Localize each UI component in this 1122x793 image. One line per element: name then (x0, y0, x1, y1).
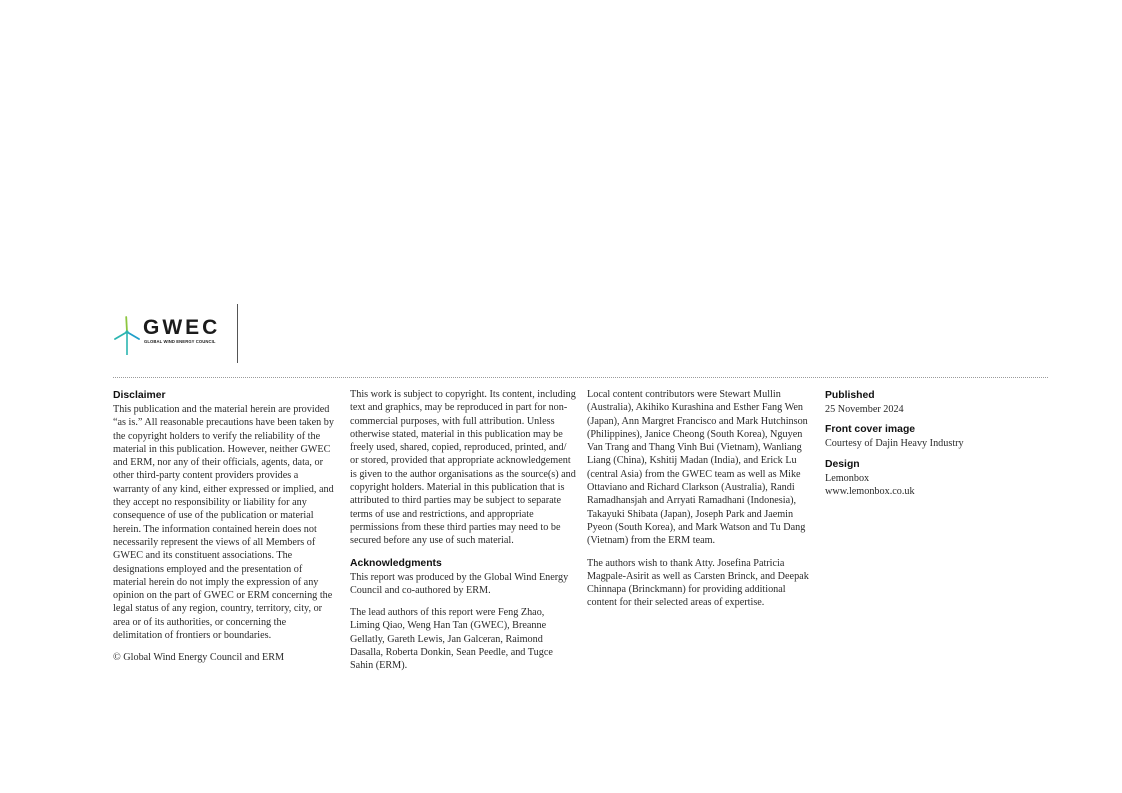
contributors-column (587, 388, 812, 619)
copyright-column (350, 388, 576, 682)
cover-image-credit: Courtesy of Dajin Heavy Industry (825, 438, 964, 450)
lead-authors-text: The lead authors of this report were Feng Zhao, Liming Qiao, Weng Han Tan (GWEC), Breanne Gellatly, Gareth Lewis, Jan Galceran, Raimond Dasalla, Roberta Donkin, Sean Peedle, and Tugce Sahin (ERM). (350, 607, 553, 672)
disclaimer-column (113, 389, 337, 674)
design-heading: Design (825, 458, 860, 470)
acknowledgments-heading: Acknowledgments (350, 557, 442, 569)
published-date: 25 November 2024 (825, 404, 904, 415)
design-name: Lemonbox (825, 472, 870, 484)
logo-wordmark: GWEC (143, 316, 221, 339)
published-heading: Published (825, 390, 875, 401)
copyright-notice-text: This work is subject to copyright. Its content, including text and graphics, may be reproduced in part for non-commercial purposes, with full attribution. Unless otherwise stated, material in this publication may be freely used, shared, copied, reproduced, printed, and/ or stored, provided that appropriate acknowledgement is given to the author organisations as the source(s) and copyright holders. Material in this publication that is attributed to third parties may be subject to separate terms of use and restrictions, and appropriate permissions from these third parties may need to be secured before any use of such material. (350, 389, 576, 547)
design-url: www.lemonbox.co.uk (825, 485, 915, 497)
logo-subtitle: GLOBAL WIND ENERGY COUNCIL (144, 339, 216, 344)
publication-info-column (825, 389, 1035, 505)
design-credit (825, 472, 1035, 499)
disclaimer-heading: Disclaimer (113, 390, 166, 401)
produced-by-text: This report was produced by the Global Wind Energy Council and co-authored by ERM. (350, 571, 569, 596)
cover-image-heading: Front cover image (825, 424, 916, 436)
thanks-text: The authors wish to thank Atty. Josefina Patricia Magpale-Asirit as well as Carsten Brinck, and Deepak Chinnapa (Brinckmann) for providing additional content for their selected areas of expertise. (587, 557, 809, 609)
local-contributors-text: Local content contributors were Stewart Mullin (Australia), Akihiko Kurashina and Esther Fang Wen (Japan), Ann Margret Francisco and Mark Hutchinson (Philippines), Janice Cheong (South Korea), Nguyen Van Trang and Thang Vinh Bui (Vietnam), Wanliang Liang (China), Kshitij Madan (India), and Erick Lu (central Asia) from the GWEC team as well as Mike Ottaviano and Richard Clarkson (Australia), Randi Ramadhansjah and Arryati Ramadhani (Indonesia), Takayuki Shibata (Japan), Joseph Park and Jaemin Pyeon (South Korea), and Mark Watson and Tu Dang (Vietnam) from the ERM team. (587, 389, 808, 547)
disclaimer-text: This publication and the material herein are provided “as is.” All reasonable precautions have been taken by the copyright holders to verify the reliability of the material in this publication. However, neither GWEC and ERM, nor any of their officials, agents, data, or other third-party content providers provides a warranty of any kind, either expressed or implied, and they accept no responsibility or liability for any consequence of use of the publication or material herein. The information contained herein does not necessarily represent the views of all Members of GWEC and its constituent associations. The designations employed and the presentation of material herein do not imply the expression of any opinion on the part of GWEC or ERM concerning the legal status of any region, country, territory, city, or area or of its authorities, or concerning the delimitation of frontiers or boundaries. (113, 404, 334, 642)
wind-turbine-icon (113, 315, 141, 355)
gwec-logo (113, 305, 243, 363)
section-divider (113, 377, 1048, 378)
copyright-line: © Global Wind Energy Council and ERM (113, 652, 285, 664)
logo-divider (237, 304, 238, 363)
